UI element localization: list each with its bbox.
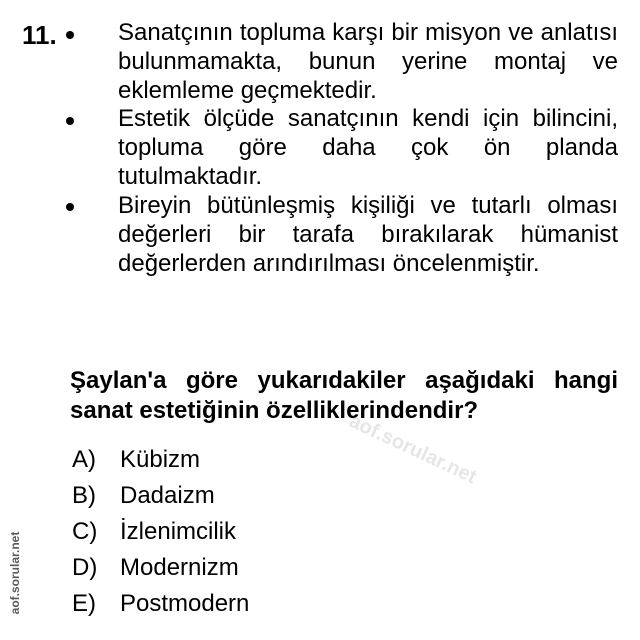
watermark-side: aof.sorular.net — [8, 531, 22, 615]
question-number: 11. — [22, 20, 57, 50]
option-d[interactable] — [72, 553, 239, 583]
option-label: Kübizm — [120, 446, 201, 473]
bullet-icon — [66, 117, 74, 125]
option-letter: B) — [72, 482, 96, 509]
option-e[interactable] — [72, 589, 249, 619]
bullet-icon — [66, 31, 74, 39]
option-a[interactable] — [72, 445, 200, 475]
bullet-text-2: Estetik ölçüde sanatçının kendi için bilincini, topluma göre daha çok ön planda tutulmaktadır. — [118, 105, 618, 190]
option-label: İzlenimcilik — [120, 518, 237, 545]
option-b[interactable] — [72, 481, 215, 511]
bullet-text-3: Bireyin bütünleşmiş kişiliği ve tutarlı olması değerleri bir tarafa bırakılarak hümanist değerlerden arındırılması öncelenmiştir. — [118, 192, 618, 277]
option-letter: A) — [72, 446, 96, 473]
option-label: Postmodern — [120, 590, 250, 617]
bullet-text-1: Sanatçının topluma karşı bir misyon ve anlatısı bulunmamakta, bunun yerine montaj ve eklemleme geçmektedir. — [118, 19, 618, 104]
option-label: Modernizm — [120, 554, 239, 581]
option-letter: C) — [72, 518, 98, 545]
option-label: Dadaizm — [120, 482, 215, 509]
bullet-icon — [66, 203, 74, 211]
option-letter: E) — [72, 590, 96, 617]
watermark-diagonal: aof.sorular.net — [345, 410, 480, 489]
option-c[interactable] — [72, 517, 236, 547]
option-letter: D) — [72, 554, 98, 581]
question-stem: Şaylan'a göre yukarıdakiler aşağıdaki hangi sanat estetiğinin özelliklerindendir? — [70, 367, 618, 424]
